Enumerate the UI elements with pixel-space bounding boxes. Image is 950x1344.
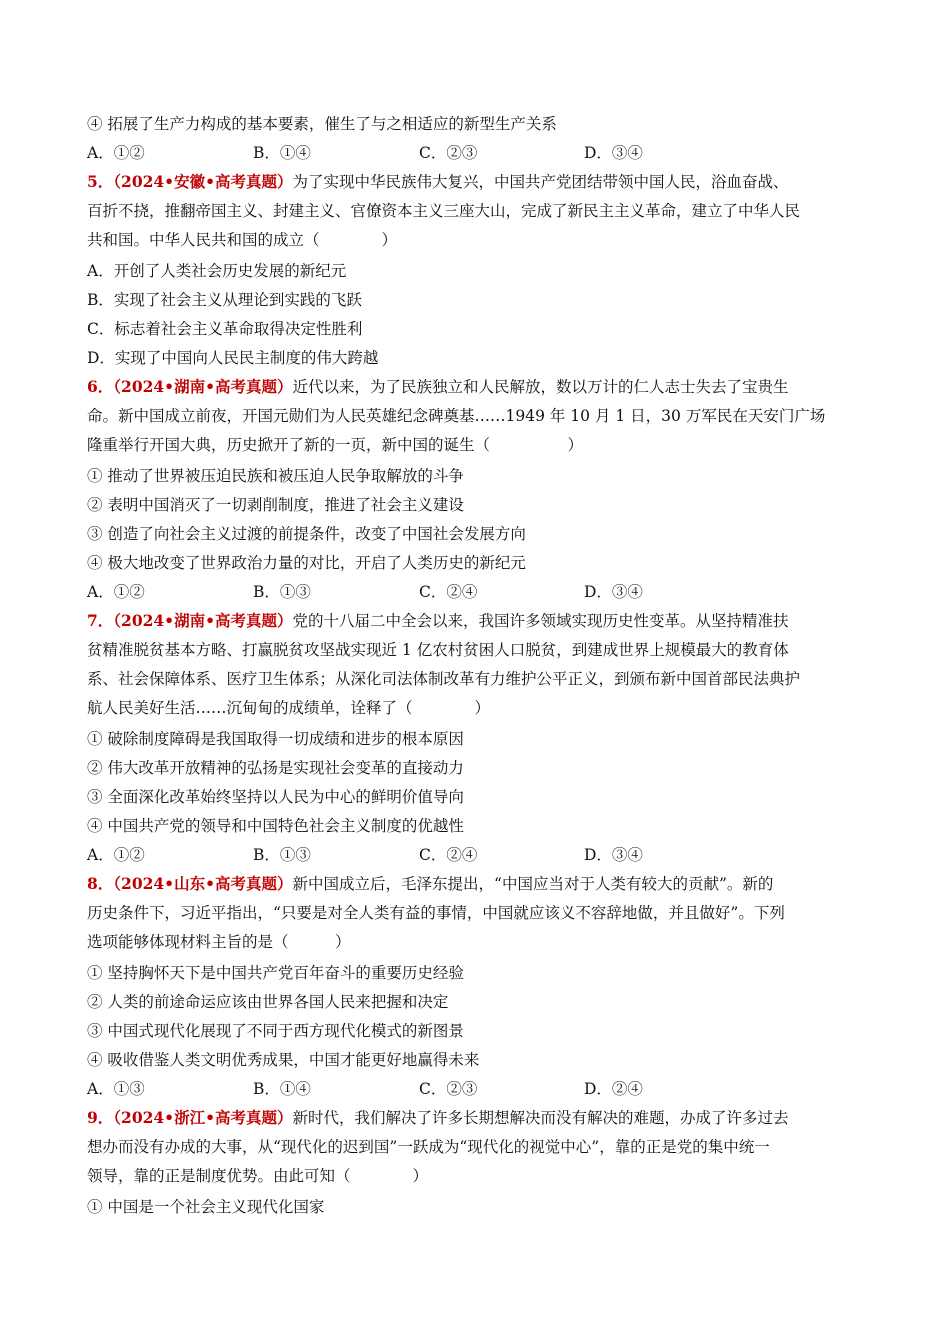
- q8-stem-line3: 选项能够体现材料主旨的是（ ）: [87, 933, 351, 951]
- q6-stem-text1: 近代以来，为了民族独立和人民解放，数以万计的仁人志士失去了宝贵生: [292, 378, 789, 396]
- q7-item-2: ② 伟大改革开放精神的弘扬是实现社会变革的直接动力: [87, 759, 464, 777]
- q5-stem-line1: [87, 172, 867, 192]
- q7-stem-line2: 贫精准脱贫基本方略、打赢脱贫攻坚战实现近 1 亿农村贫困人口脱贫，到建成世界上规模最大的教育体: [87, 641, 789, 659]
- q7-options: [87, 845, 867, 865]
- q8-item-1: ① 坚持胸怀天下是中国共产党百年奋斗的重要历史经验: [87, 964, 464, 982]
- q8-options: [87, 1079, 867, 1099]
- q8-number: 8．: [87, 874, 114, 893]
- q7-stem-line1: [87, 611, 867, 631]
- q5-option-b: B．实现了社会主义从理论到实践的飞跃: [87, 291, 362, 309]
- q9-item-1: ① 中国是一个社会主义现代化国家: [87, 1198, 325, 1216]
- q7-stem-text1: 党的十八届二中全会以来，我国许多领域实现历史性变革。从坚持精准扶: [292, 612, 789, 630]
- q7-item-3: ③ 全面深化改革始终坚持以人民为中心的鲜明价值导向: [87, 788, 464, 806]
- q8-stem-line1: [87, 874, 867, 894]
- q7-option-d: D．③④: [584, 846, 643, 864]
- q6-options: [87, 582, 867, 602]
- q4-item-4: ④ 拓展了生产力构成的基本要素，催生了与之相适应的新型生产关系: [87, 115, 557, 133]
- q5-stem-line3: 共和国。中华人民共和国的成立（ ）: [87, 231, 398, 249]
- q6-number: 6．: [87, 377, 114, 396]
- q8-option-a: A．①③: [87, 1080, 145, 1098]
- q6-option-b: B．①③: [253, 583, 311, 601]
- q7-item-1: ① 破除制度障碍是我国取得一切成绩和进步的根本原因: [87, 730, 464, 748]
- q6-item-4: ④ 极大地改变了世界政治力量的对比，开启了人类历史的新纪元: [87, 554, 526, 572]
- q6-stem-line1: [87, 377, 867, 397]
- q6-option-d: D．③④: [584, 583, 643, 601]
- q8-option-c: C．②③: [419, 1080, 478, 1098]
- q8-stem-text1: 新中国成立后，毛泽东提出，“中国应当对于人类有较大的贡献”。新的: [292, 875, 774, 893]
- q4-option-c: C．②③: [419, 144, 478, 162]
- q8-stem-line2: 历史条件下，习近平指出，“只要是对全人类有益的事情，中国就应该义不容辞地做，并且做好”。下列: [87, 904, 785, 922]
- q4-option-b: B．①④: [253, 144, 311, 162]
- q6-stem-line2: 命。新中国成立前夜，开国元勋们为人民英雄纪念碑奠基……1949 年 10 月 1 日，30 万军民在天安门广场: [87, 407, 826, 425]
- q5-option-d: D．实现了中国向人民民主制度的伟大跨越: [87, 349, 379, 367]
- q7-item-4: ④ 中国共产党的领导和中国特色社会主义制度的优越性: [87, 817, 464, 835]
- q9-stem-text1: 新时代，我们解决了许多长期想解决而没有解决的难题，办成了许多过去: [292, 1109, 789, 1127]
- q5-stem-text1: 为了实现中华民族伟大复兴，中国共产党团结带领中国人民，浴血奋战、: [292, 173, 789, 191]
- q6-option-c: C．②④: [419, 583, 478, 601]
- q7-option-c: C．②④: [419, 846, 478, 864]
- q4-option-d: D．③④: [584, 144, 643, 162]
- q5-option-a: A．开创了人类社会历史发展的新纪元: [87, 262, 347, 280]
- q8-item-4: ④ 吸收借鉴人类文明优秀成果，中国才能更好地赢得未来: [87, 1051, 480, 1069]
- q7-stem-line3: 系、社会保障体系、医疗卫生体系；从深化司法体制改革有力维护公平正义，到颁布新中国首部民法典护: [87, 670, 801, 688]
- q4-option-a: A．①②: [87, 144, 145, 162]
- q9-stem-line3: 领导，靠的正是制度优势。由此可知（ ）: [87, 1167, 429, 1185]
- q4-options: [87, 143, 867, 163]
- q8-item-3: ③ 中国式现代化展现了不同于西方现代化模式的新图景: [87, 1022, 464, 1040]
- q8-option-d: D．②④: [584, 1080, 643, 1098]
- q6-item-3: ③ 创造了向社会主义过渡的前提条件，改变了中国社会发展方向: [87, 525, 526, 543]
- q7-option-a: A．①②: [87, 846, 145, 864]
- q6-item-1: ① 推动了世界被压迫民族和被压迫人民争取解放的斗争: [87, 467, 464, 485]
- q6-source: （2024•湖南•高考真题）: [113, 377, 293, 396]
- q6-stem-line3: 隆重举行开国大典，历史掀开了新的一页，新中国的诞生（ ）: [87, 436, 584, 454]
- q8-item-2: ② 人类的前途命运应该由世界各国人民来把握和决定: [87, 993, 449, 1011]
- q9-number: 9．: [87, 1108, 114, 1127]
- q6-item-2: ② 表明中国消灭了一切剥削制度，推进了社会主义建设: [87, 496, 464, 514]
- q9-stem-line2: 想办而没有办成的大事，从“现代化的迟到国”一跃成为“现代化的视觉中心”，靠的正是党的集中统一: [87, 1138, 770, 1156]
- q7-option-b: B．①③: [253, 846, 311, 864]
- q5-source: （2024•安徽•高考真题）: [113, 172, 293, 191]
- q7-stem-line4: 航人民美好生活……沉甸甸的成绩单，诠释了（ ）: [87, 699, 491, 717]
- q5-stem-line2: 百折不挠，推翻帝国主义、封建主义、官僚资本主义三座大山，完成了新民主主义革命，建立了中华人民: [87, 202, 801, 220]
- q5-number: 5．: [87, 172, 114, 191]
- q9-stem-line1: [87, 1108, 867, 1128]
- q6-option-a: A．①②: [87, 583, 145, 601]
- q5-option-c: C．标志着社会主义革命取得决定性胜利: [87, 320, 363, 338]
- q8-option-b: B．①④: [253, 1080, 311, 1098]
- q7-number: 7．: [87, 611, 114, 630]
- q7-source: （2024•湖南•高考真题）: [113, 611, 293, 630]
- q8-source: （2024•山东•高考真题）: [113, 874, 293, 893]
- q9-source: （2024•浙江•高考真题）: [113, 1108, 293, 1127]
